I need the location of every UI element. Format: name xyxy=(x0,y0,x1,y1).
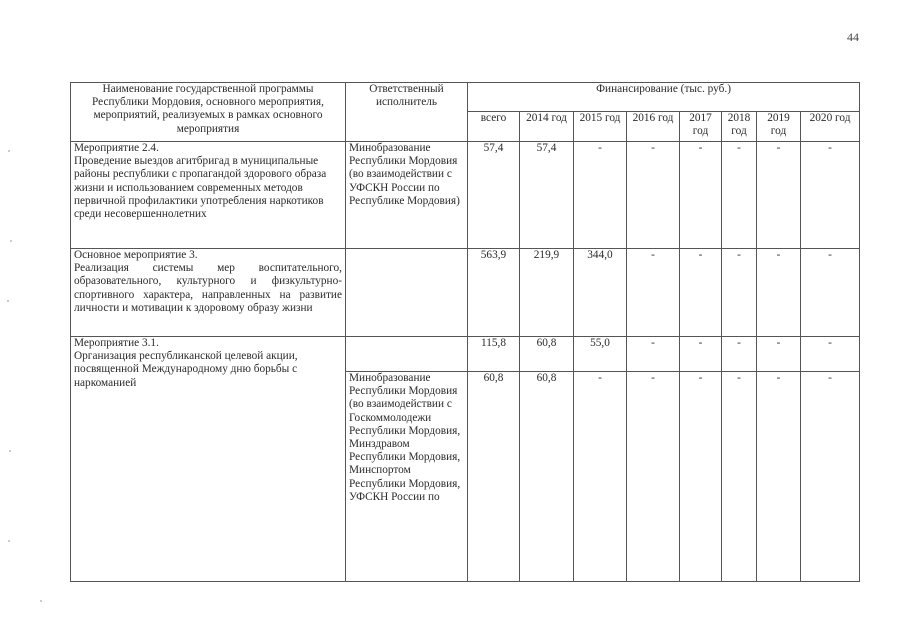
value-2016: - xyxy=(627,142,680,249)
value-2016: - xyxy=(627,372,680,582)
row-title: Мероприятие 2.4. xyxy=(74,142,159,154)
scan-speck xyxy=(40,600,42,602)
value-2019: - xyxy=(757,142,801,249)
value-2015: - xyxy=(574,372,627,582)
header-year-2019: 2019 год xyxy=(757,112,801,142)
value-2015: 344,0 xyxy=(574,249,627,337)
value-2019: - xyxy=(757,337,801,372)
value-2020: - xyxy=(801,372,860,582)
value-2017: - xyxy=(680,337,722,372)
row-executor: Минобразование Республики Мордовия (во взаимодействии с УФСКН России по Республике Мордовия) xyxy=(346,142,468,249)
value-2017: - xyxy=(680,142,722,249)
value-2016: - xyxy=(627,249,680,337)
table-row xyxy=(71,142,860,249)
value-2017: - xyxy=(680,372,722,582)
value-2020: - xyxy=(801,337,860,372)
row-name-cell xyxy=(71,337,346,582)
value-total: 57,4 xyxy=(468,142,520,249)
header-name-cell: Наименование государственной программы Республики Мордовия, основного мероприятия, мероприятий, реализуемых в рамках основного мероприятия xyxy=(71,83,346,142)
value-2020: - xyxy=(801,249,860,337)
header-year-2018: 2018 год xyxy=(722,112,757,142)
header-financing-cell: Финансирование (тыс. руб.) xyxy=(468,83,860,112)
row-text: Организация республиканской целевой акции, посвященной Международному дню борьбы с наркоманией xyxy=(74,350,298,389)
value-2017: - xyxy=(680,249,722,337)
value-total: 115,8 xyxy=(468,337,520,372)
table-row xyxy=(71,337,860,372)
value-2015: 55,0 xyxy=(574,337,627,372)
scan-speck xyxy=(8,540,10,542)
row-name-cell xyxy=(71,249,346,337)
value-2020: - xyxy=(801,142,860,249)
row-name-cell xyxy=(71,142,346,249)
header-total: всего xyxy=(468,112,520,142)
financing-table xyxy=(70,82,860,582)
row-executor xyxy=(346,337,468,372)
value-2015: - xyxy=(574,142,627,249)
value-2018: - xyxy=(722,249,757,337)
value-total: 60,8 xyxy=(468,372,520,582)
row-executor: Минобразование Республики Мордовия (во взаимодействии с Госкоммолодежи Республики Мордовия, Минздравом Республики Мордовия, Минспортом Республики Мордовия, УФСКН России по xyxy=(346,372,468,582)
value-2016: - xyxy=(627,337,680,372)
value-2019: - xyxy=(757,249,801,337)
value-2018: - xyxy=(722,337,757,372)
value-2014: 60,8 xyxy=(520,337,574,372)
header-year-2017: 2017 год xyxy=(680,112,722,142)
page-number: 44 xyxy=(847,30,859,44)
row-title: Основное мероприятие 3. xyxy=(74,249,198,261)
scan-speck xyxy=(8,150,10,152)
row-title: Мероприятие 3.1. xyxy=(74,337,159,349)
value-2014: 219,9 xyxy=(520,249,574,337)
value-2014: 60,8 xyxy=(520,372,574,582)
value-2018: - xyxy=(722,142,757,249)
header-year-2020: 2020 год xyxy=(801,112,860,142)
row-executor xyxy=(346,249,468,337)
header-executor-cell: Ответственный исполнитель xyxy=(346,83,468,142)
value-total: 563,9 xyxy=(468,249,520,337)
table-row xyxy=(71,249,860,337)
row-text: Проведение выездов агитбригад в муниципальные районы республики с пропагандой здорового образа жизни и использованием современных методов первичной профилактики употребления наркотиков среди несовершеннолетних xyxy=(74,155,327,221)
value-2018: - xyxy=(722,372,757,582)
value-2019: - xyxy=(757,372,801,582)
value-2014: 57,4 xyxy=(520,142,574,249)
scan-speck xyxy=(10,240,12,242)
scan-speck xyxy=(7,300,9,302)
header-year-2015: 2015 год xyxy=(574,112,627,142)
scan-speck xyxy=(9,450,11,452)
header-year-2016: 2016 год xyxy=(627,112,680,142)
header-row-1 xyxy=(71,83,860,112)
header-year-2014: 2014 год xyxy=(520,112,574,142)
row-text: Реализация системы мер воспитательного, образовательного, культурного и физкультурно-спортивного характера, направленных на развитие личности и мотивации к здоровому образу жизни xyxy=(74,262,342,314)
